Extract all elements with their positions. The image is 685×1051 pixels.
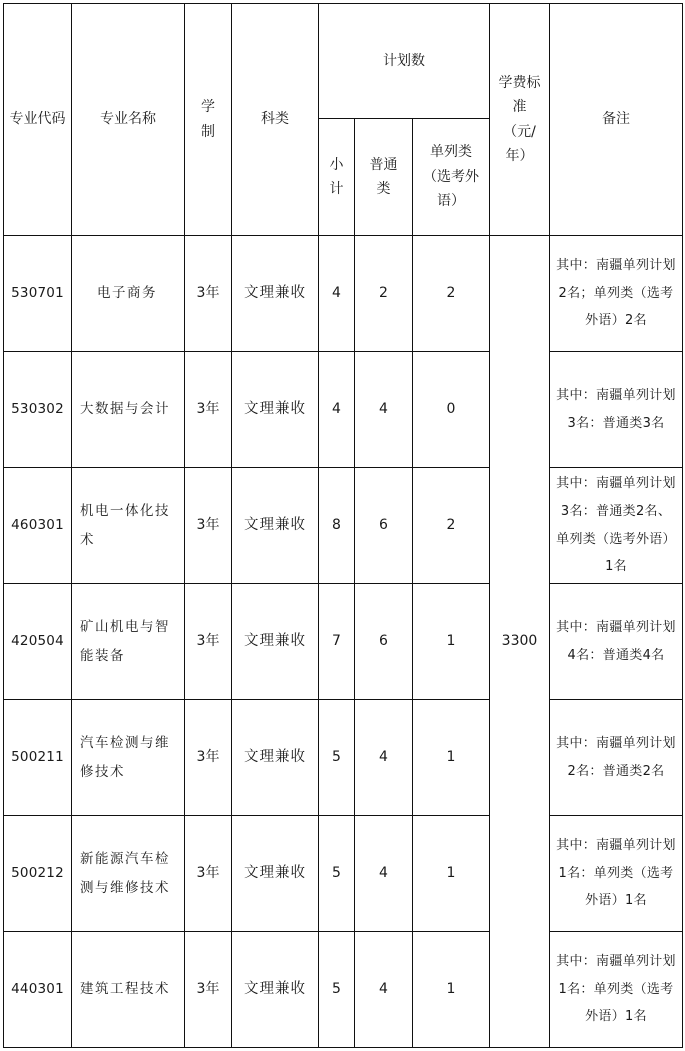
cell-subtotal: 5 [319, 700, 355, 816]
cell-subtotal: 7 [319, 584, 355, 700]
cell-duration: 3年 [185, 468, 232, 584]
cell-duration: 3年 [185, 352, 232, 468]
cell-duration: 3年 [185, 584, 232, 700]
header-plan-general: 普通类 [355, 119, 413, 236]
cell-duration: 3年 [185, 816, 232, 932]
enrollment-plan-table [3, 3, 683, 1048]
header-remarks: 备注 [550, 4, 683, 236]
cell-code: 500212 [4, 816, 72, 932]
cell-separate: 1 [413, 700, 490, 816]
header-plan-separate: 单列类（选考外语） [413, 119, 490, 236]
header-fee: 学费标准（元/年） [490, 4, 550, 236]
cell-fee-merged: 3300 [490, 236, 550, 1048]
cell-name: 机电一体化技术 [72, 468, 185, 584]
cell-name: 大数据与会计 [72, 352, 185, 468]
cell-name: 建筑工程技术 [72, 932, 185, 1048]
header-row-1 [4, 4, 683, 119]
enrollment-plan-table-wrapper [3, 3, 683, 1048]
cell-remark: 其中：南疆单列计划3名：普通类2名、单列类（选考外语）1名 [550, 468, 683, 584]
cell-duration: 3年 [185, 700, 232, 816]
cell-name: 矿山机电与智能装备 [72, 584, 185, 700]
cell-code: 530701 [4, 236, 72, 352]
table-row [4, 816, 683, 932]
cell-general: 6 [355, 468, 413, 584]
table-row [4, 700, 683, 816]
table-row [4, 468, 683, 584]
cell-name: 汽车检测与维修技术 [72, 700, 185, 816]
table-row [4, 932, 683, 1048]
cell-code: 530302 [4, 352, 72, 468]
header-duration: 学制 [185, 4, 232, 236]
header-plan-group: 计划数 [319, 4, 490, 119]
cell-name: 电子商务 [72, 236, 185, 352]
cell-separate: 1 [413, 932, 490, 1048]
cell-duration: 3年 [185, 932, 232, 1048]
cell-code: 420504 [4, 584, 72, 700]
cell-general: 4 [355, 816, 413, 932]
cell-separate: 0 [413, 352, 490, 468]
table-row [4, 584, 683, 700]
cell-code: 440301 [4, 932, 72, 1048]
cell-category: 文理兼收 [232, 236, 319, 352]
header-name: 专业名称 [72, 4, 185, 236]
cell-subtotal: 4 [319, 236, 355, 352]
cell-general: 4 [355, 352, 413, 468]
cell-remark: 其中：南疆单列计划2名：普通类2名 [550, 700, 683, 816]
cell-remark: 其中：南疆单列计划2名；单列类（选考外语）2名 [550, 236, 683, 352]
header-code: 专业代码 [4, 4, 72, 236]
cell-remark: 其中：南疆单列计划3名：普通类3名 [550, 352, 683, 468]
cell-category: 文理兼收 [232, 932, 319, 1048]
cell-remark: 其中：南疆单列计划1名：单列类（选考外语）1名 [550, 932, 683, 1048]
cell-category: 文理兼收 [232, 700, 319, 816]
cell-subtotal: 5 [319, 816, 355, 932]
cell-duration: 3年 [185, 236, 232, 352]
cell-remark: 其中：南疆单列计划1名：单列类（选考外语）1名 [550, 816, 683, 932]
header-plan-subtotal: 小计 [319, 119, 355, 236]
cell-separate: 1 [413, 584, 490, 700]
header-category: 科类 [232, 4, 319, 236]
cell-name: 新能源汽车检测与维修技术 [72, 816, 185, 932]
cell-separate: 1 [413, 816, 490, 932]
cell-separate: 2 [413, 468, 490, 584]
cell-subtotal: 8 [319, 468, 355, 584]
cell-category: 文理兼收 [232, 816, 319, 932]
cell-category: 文理兼收 [232, 468, 319, 584]
cell-code: 460301 [4, 468, 72, 584]
cell-separate: 2 [413, 236, 490, 352]
table-row [4, 236, 683, 352]
cell-general: 4 [355, 932, 413, 1048]
table-row [4, 352, 683, 468]
cell-general: 6 [355, 584, 413, 700]
cell-subtotal: 5 [319, 932, 355, 1048]
cell-remark: 其中：南疆单列计划4名：普通类4名 [550, 584, 683, 700]
cell-general: 4 [355, 700, 413, 816]
cell-general: 2 [355, 236, 413, 352]
cell-code: 500211 [4, 700, 72, 816]
cell-category: 文理兼收 [232, 352, 319, 468]
cell-subtotal: 4 [319, 352, 355, 468]
cell-category: 文理兼收 [232, 584, 319, 700]
